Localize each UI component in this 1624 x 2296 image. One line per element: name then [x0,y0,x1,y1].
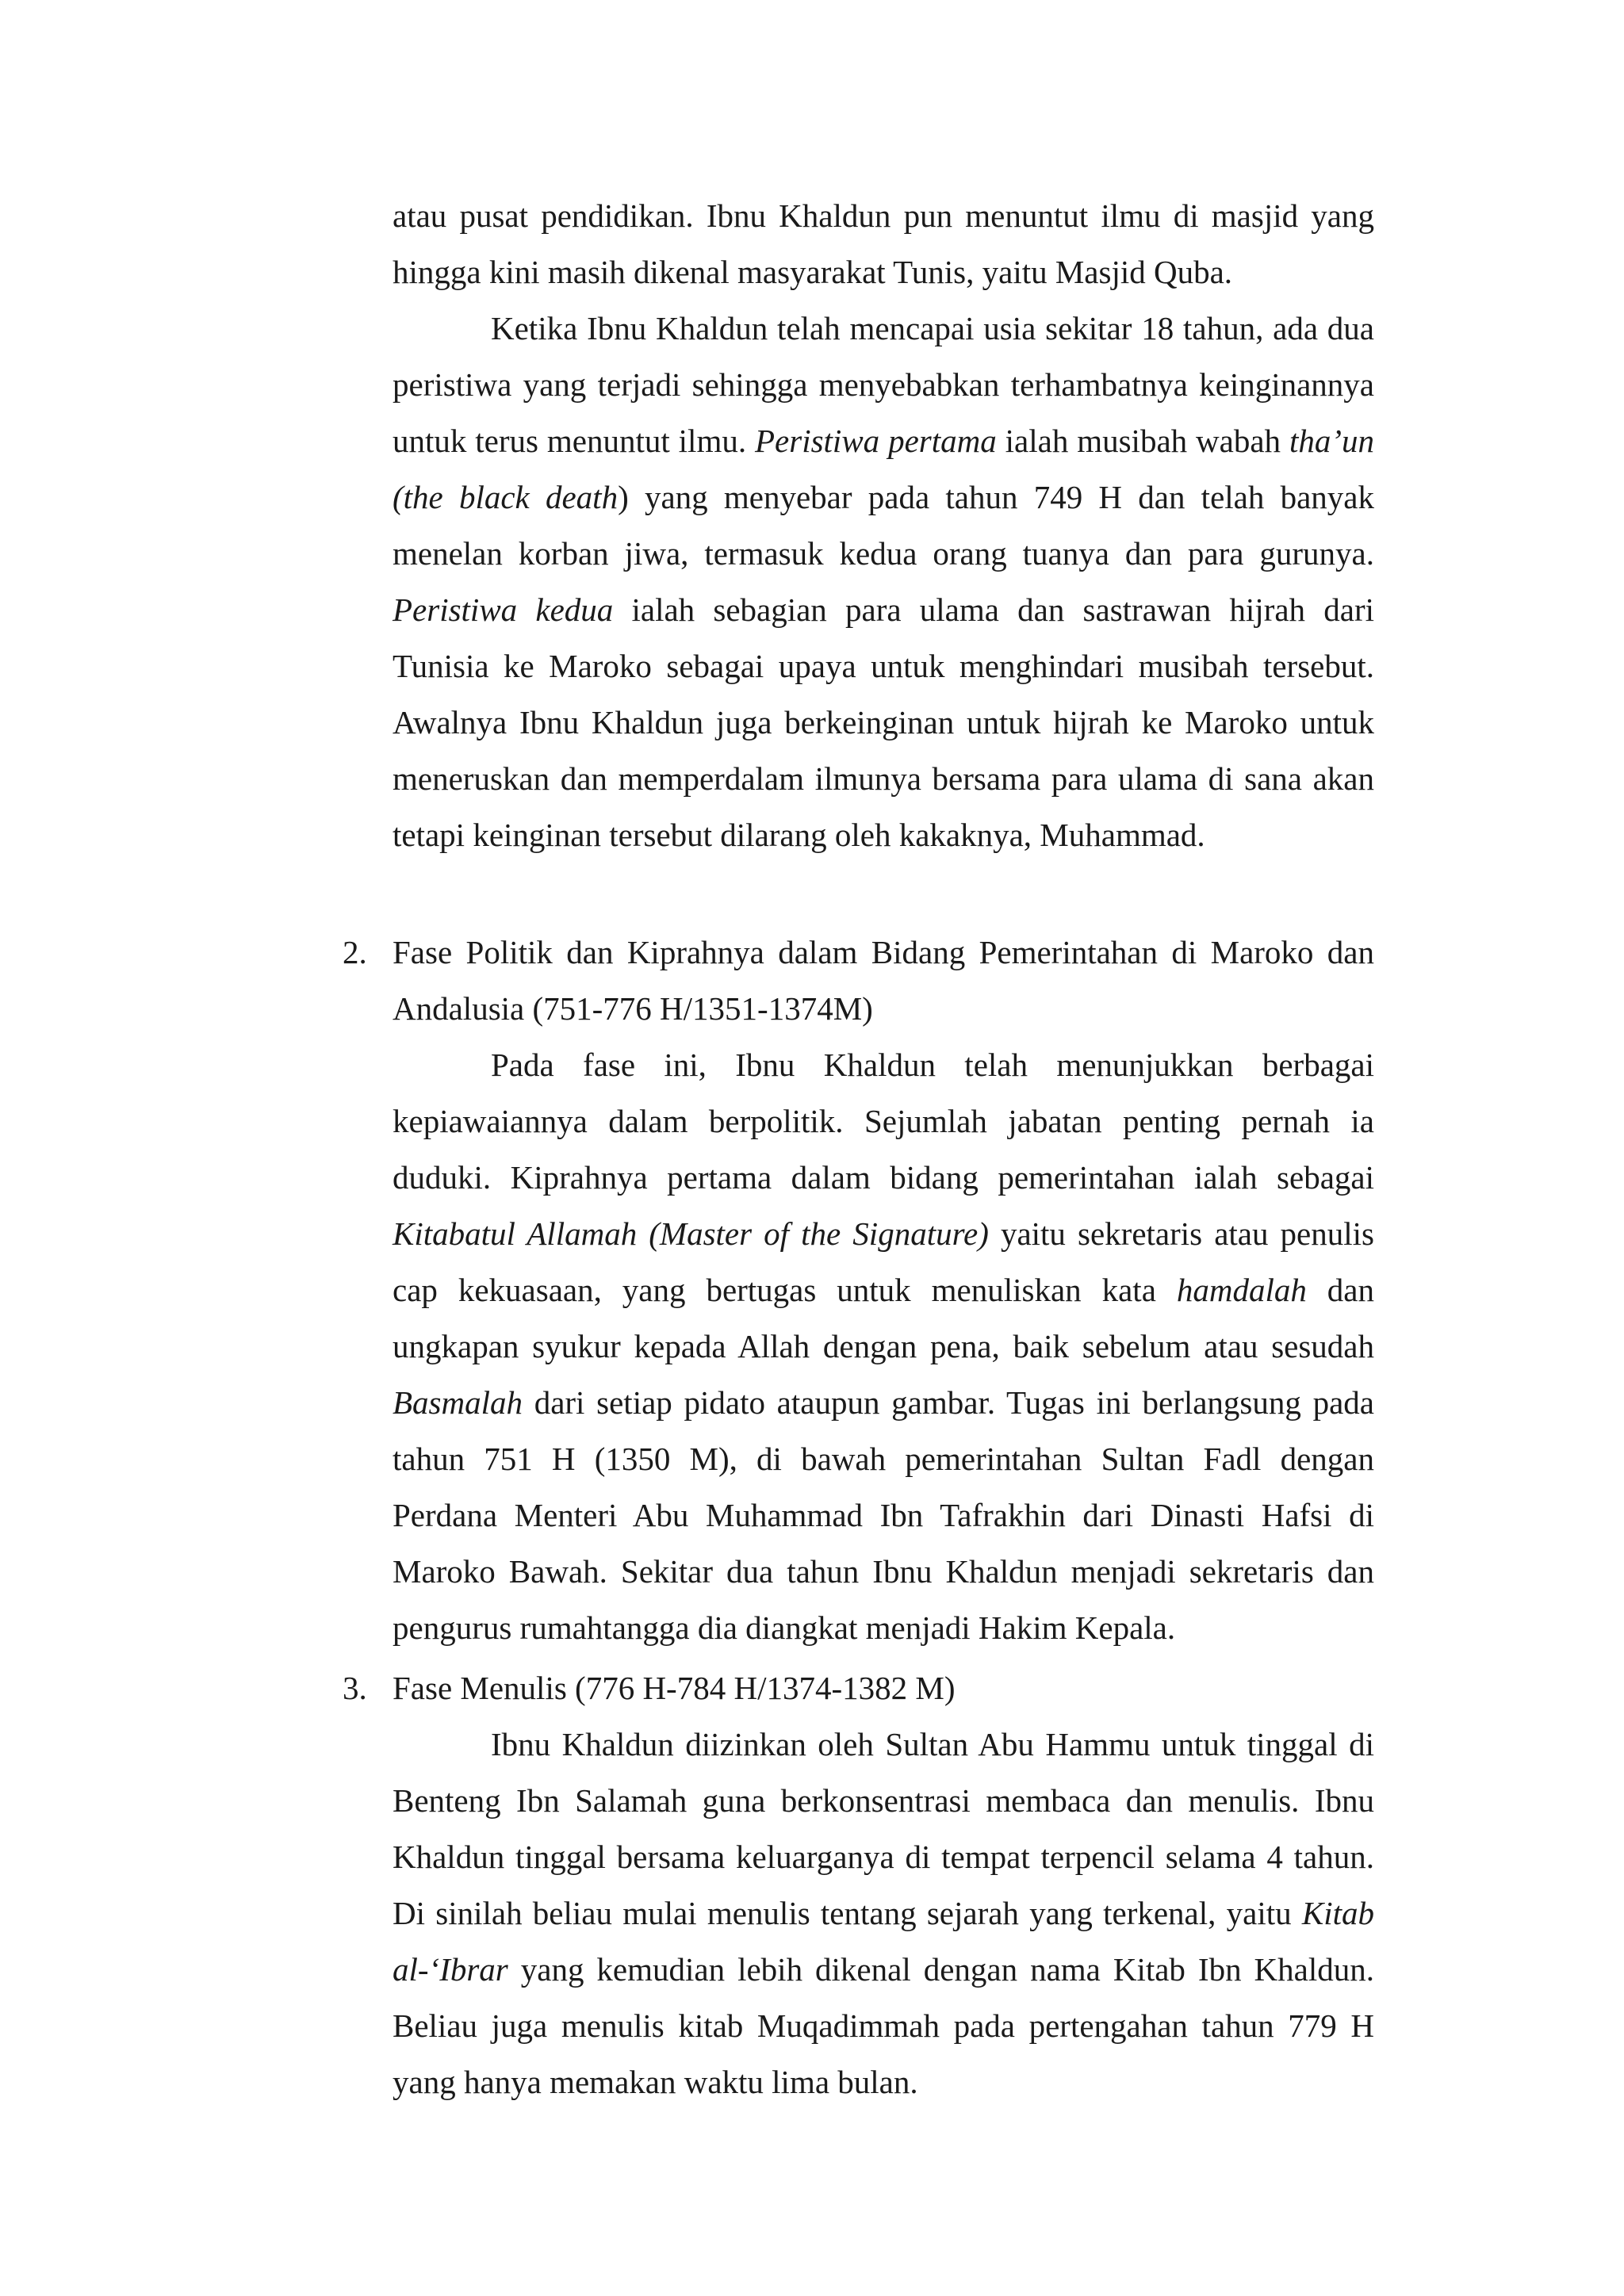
list-item-3 [343,1660,1374,1716]
text-run: Pada fase ini, Ibnu Khaldun telah menunjukkan berbagai kepiawaiannya dalam berpolitik. Sejumlah jabatan penting pernah ia duduki. Kiprahnya pertama dalam bidang pemerintahan ialah sebagai [393,1047,1374,1196]
paragraph-writing [393,1716,1374,2110]
text-run: Ibnu Khaldun diizinkan oleh Sultan Abu Hammu untuk tinggal di Benteng Ibn Salamah guna berkonsentrasi membaca dan menulis. Ibnu Khaldun tinggal bersama keluarganya di tempat terpencil selama 4 tahun. Di sinilah beliau mulai menulis tentang sejarah yang terkenal, yaitu [393,1726,1374,1931]
text-run: ) yang menyebar pada tahun 749 H dan telah banyak menelan korban jiwa, termasuk kedua orang tuanya dan para gurunya. [393,479,1374,572]
paragraph-events-text [393,300,1374,863]
list-item-number: 2. [343,934,367,970]
italic-run: Kitab al-‘Ibrar [393,1895,1374,1988]
text-run: yang kemudian lebih dikenal dengan nama Kitab Ibn Khaldun. Beliau juga menulis kitab Muqadimmah pada pertengahan tahun 779 H yang hanya memakan waktu lima bulan. [393,1951,1374,2100]
text-run: ialah musibah wabah [996,423,1289,459]
text-run: dan ungkapan syukur kepada Allah dengan pena, baik sebelum atau sesudah [393,1272,1375,1364]
text-run: Ketika Ibnu Khaldun telah mencapai usia sekitar 18 tahun, ada dua peristiwa yang terjadi sehingga menyebabkan terhambatnya keinginannya untuk terus menuntut ilmu. [393,310,1374,459]
list-item-number: 3. [343,1670,367,1706]
italic-run: tha’un (the black death [393,423,1375,515]
italic-run: hamdalah [1176,1272,1307,1308]
paragraph-events [393,300,1374,863]
continuation-text: atau pusat pendidikan. Ibnu Khaldun pun menuntut ilmu di masjid yang hingga kini masih dikenal masyarakat Tunis, yaitu Masjid Quba. [393,197,1374,290]
list-item-2 [343,924,1374,1037]
paragraph-writing-text [393,1716,1374,2110]
list-item-heading: Fase Politik dan Kiprahnya dalam Bidang Pemerintahan di Maroko dan Andalusia (751-776 H/1351-1374M) [393,934,1374,1027]
italic-run: Basmalah [393,1384,523,1421]
continuation-paragraph [393,188,1374,300]
italic-run: Kitabatul Allamah (Master of the Signature) [393,1215,989,1252]
italic-run: Peristiwa kedua [393,591,614,628]
list-item-heading: Fase Menulis (776 H-784 H/1374-1382 M) [393,1670,956,1706]
text-run: ialah sebagian para ulama dan sastrawan hijrah dari Tunisia ke Maroko sebagai upaya untuk menghindari musibah tersebut. Awalnya Ibnu Khaldun juga berkeinginan untuk hijrah ke Maroko untuk meneruskan dan memperdalam ilmunya bersama para ulama di sana akan tetapi keinginan tersebut dilarang oleh kakaknya, Muhammad. [393,591,1374,853]
paragraph-politics-text [393,1037,1374,1656]
italic-run: Peristiwa pertama [755,423,997,459]
text-run: yaitu sekretaris atau penulis cap kekuasaan, yang bertugas untuk menuliskan kata [393,1215,1374,1308]
text-run: dari setiap pidato ataupun gambar. Tugas ini berlangsung pada tahun 751 H (1350 M), di bawah pemerintahan Sultan Fadl dengan Perdana Menteri Abu Muhammad Ibn Tafrakhin dari Dinasti Hafsi di Maroko Bawah. Sekitar dua tahun Ibnu Khaldun menjadi sekretaris dan pengurus rumahtangga dia diangkat menjadi Hakim Kepala. [393,1384,1374,1646]
paragraph-politics [393,1037,1374,1656]
